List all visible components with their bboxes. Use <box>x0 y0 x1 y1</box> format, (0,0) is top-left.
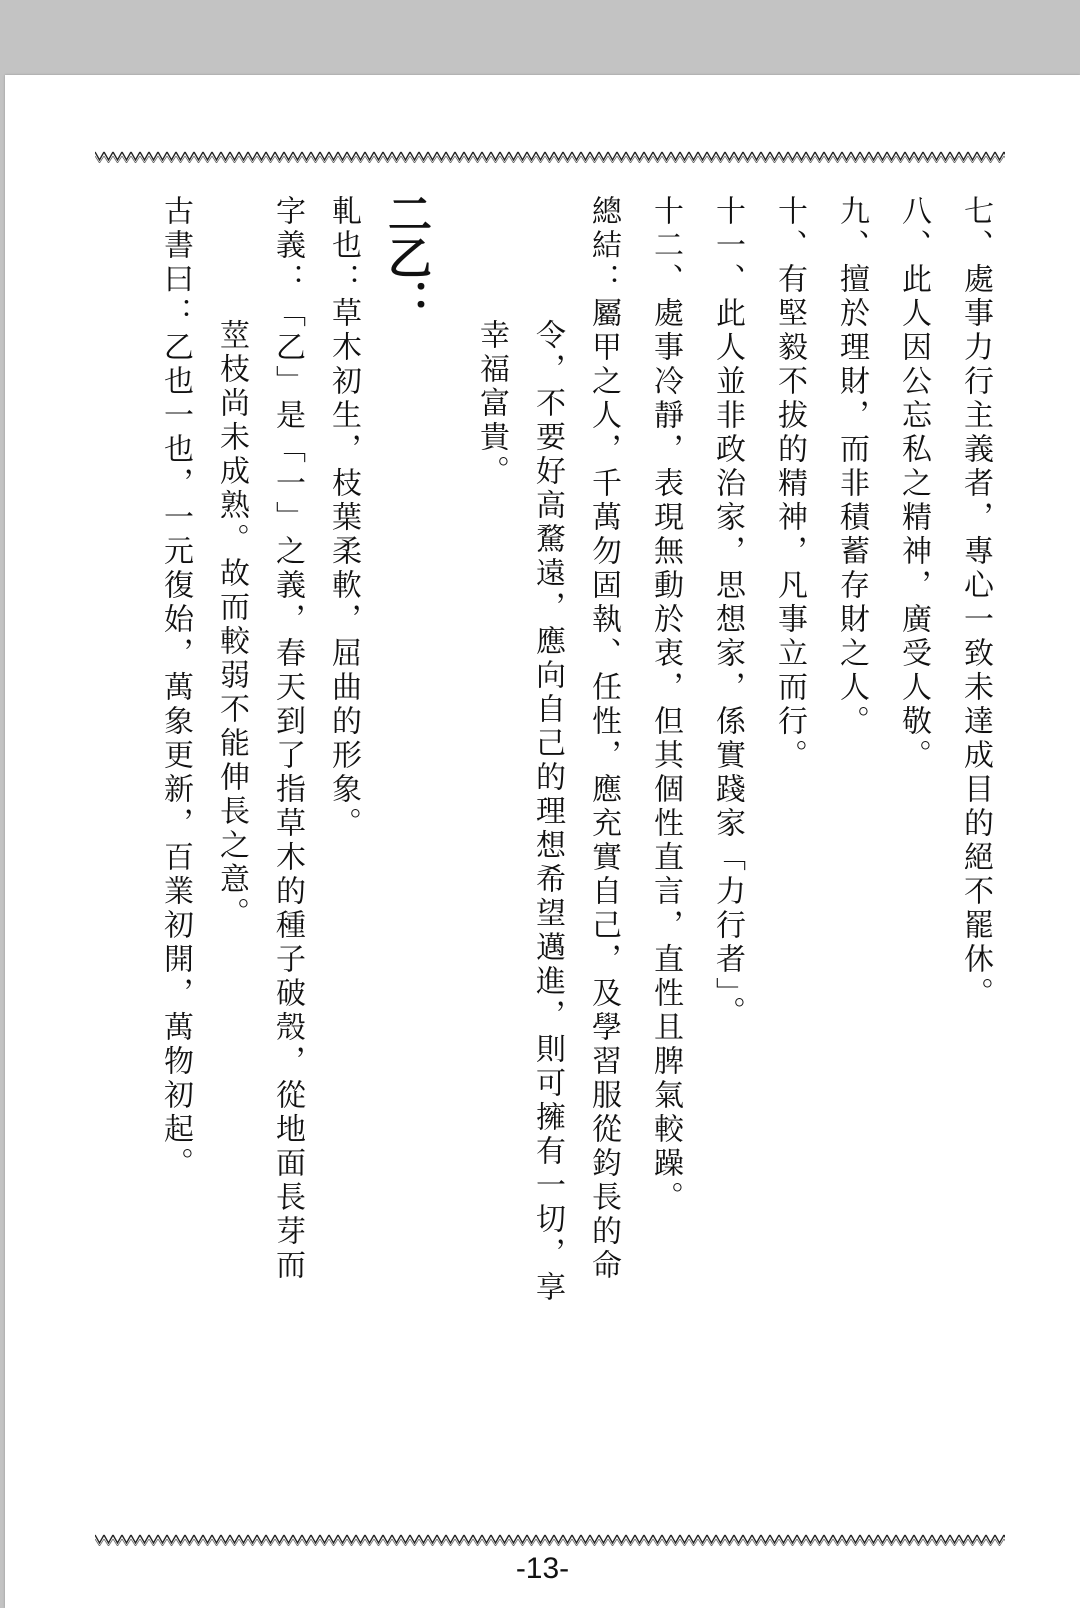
item-11: 十一、此人並非政治家，思想家，係實踐家「力行者」。 <box>710 195 745 1030</box>
item-9: 九、擅於理財，而非積蓄存財之人。 <box>834 195 869 739</box>
document-page <box>5 75 1080 1608</box>
summary-line-1: 總結：屬甲之人，千萬勿固執、任性，應充實自己，及學習服從鈞長的命 <box>586 195 621 1283</box>
summary-line-3: 幸福富貴。 <box>474 319 509 489</box>
page-number: -13- <box>515 1552 570 1585</box>
summary-line-2: 令，不要好高騖遠，應向自己的理想希望邁進，則可擁有一切，享 <box>530 319 565 1305</box>
item-12: 十二、處事冷靜，表現無動於衷，但其個性直言，直性且脾氣較躁。 <box>648 195 683 1215</box>
item-8: 八、此人因公忘私之精神，廣受人敬。 <box>896 195 931 773</box>
decorative-bottom-border <box>95 1532 1005 1546</box>
item-10: 十、有堅毅不拔的精神，凡事立而行。 <box>772 195 807 773</box>
section-line-3: 莖枝尚未成熟。故而較弱不能伸長之意。 <box>214 319 249 931</box>
section-line-2: 字義：「乙」是「一」之義，春天到了指草木的種子破殼，從地面長芽而 <box>270 195 305 1283</box>
vertical-text-area <box>155 191 995 1515</box>
decorative-top-border <box>95 149 1005 163</box>
section-heading: 二乙： <box>380 191 431 323</box>
section-line-4: 古書曰：乙也一也，一元復始，萬象更新，百業初開，萬物初起。 <box>158 195 193 1181</box>
section-line-1: 軋也：草木初生，枝葉柔軟，屈曲的形象。 <box>326 195 361 841</box>
item-7: 七、處事力行主義者，專心一致未達成目的絕不罷休。 <box>958 195 993 1011</box>
